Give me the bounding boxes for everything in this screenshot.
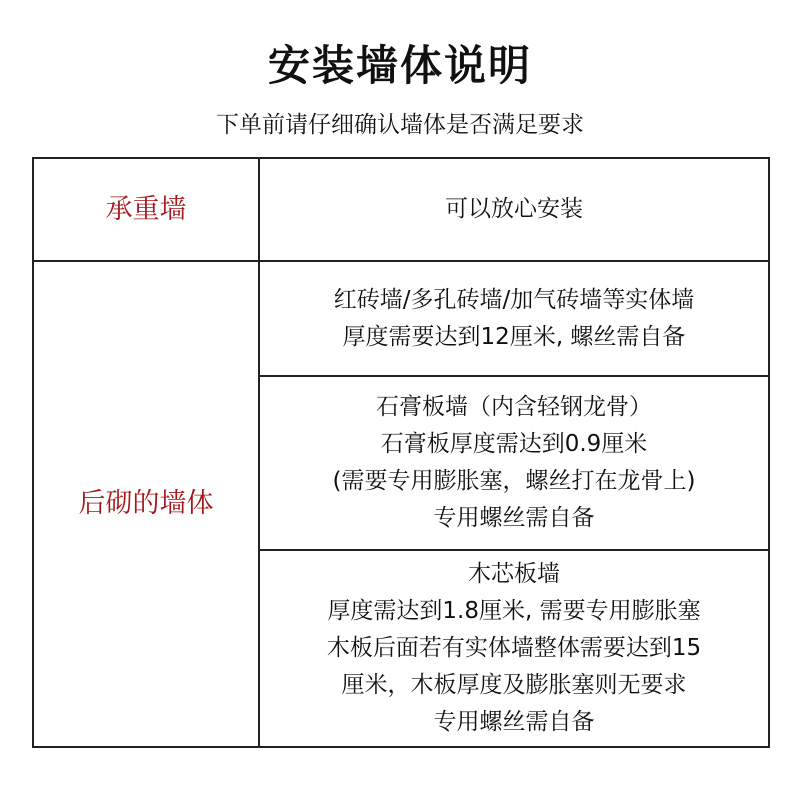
note-line: 红砖墙/多孔砖墙/加气砖墙等实体墙 [333, 286, 695, 313]
note-line: 可以放心安装 [445, 196, 583, 222]
note-line: 专用螺丝需自备 [433, 505, 595, 531]
note-line: 厘米，木板厚度及膨胀塞则无要求 [341, 672, 687, 698]
note-line: 厚度需要达到12厘米, 螺丝需自备 [342, 323, 686, 350]
load-bearing-wall-note [260, 159, 768, 260]
note-line: (需要专用膨胀塞，螺丝打在龙骨上) [332, 468, 696, 494]
note-line: 木芯板墙 [468, 561, 560, 587]
page-title: 安装墙体说明 [267, 41, 532, 90]
wood-core-wall-note [260, 551, 768, 746]
note-line: 专用螺丝需自备 [433, 709, 595, 735]
note-line: 木板后面若有实体墙整体需要达到15 [326, 635, 702, 661]
note-line: 厚度需达到1.8厘米, 需要专用膨胀塞 [327, 598, 701, 624]
wall-requirements-table [32, 157, 770, 748]
gypsum-wall-note [260, 377, 768, 549]
brick-wall-note [260, 262, 768, 375]
built-later-wall-label: 后砌的墙体 [78, 488, 214, 519]
load-bearing-wall-label: 承重墙 [105, 193, 187, 225]
note-line: 石膏板厚度需达到0.9厘米 [380, 431, 648, 457]
page-subtitle: 下单前请仔细确认墙体是否满足要求 [216, 112, 584, 138]
note-line: 石膏板墙（内含轻钢龙骨） [376, 394, 652, 420]
